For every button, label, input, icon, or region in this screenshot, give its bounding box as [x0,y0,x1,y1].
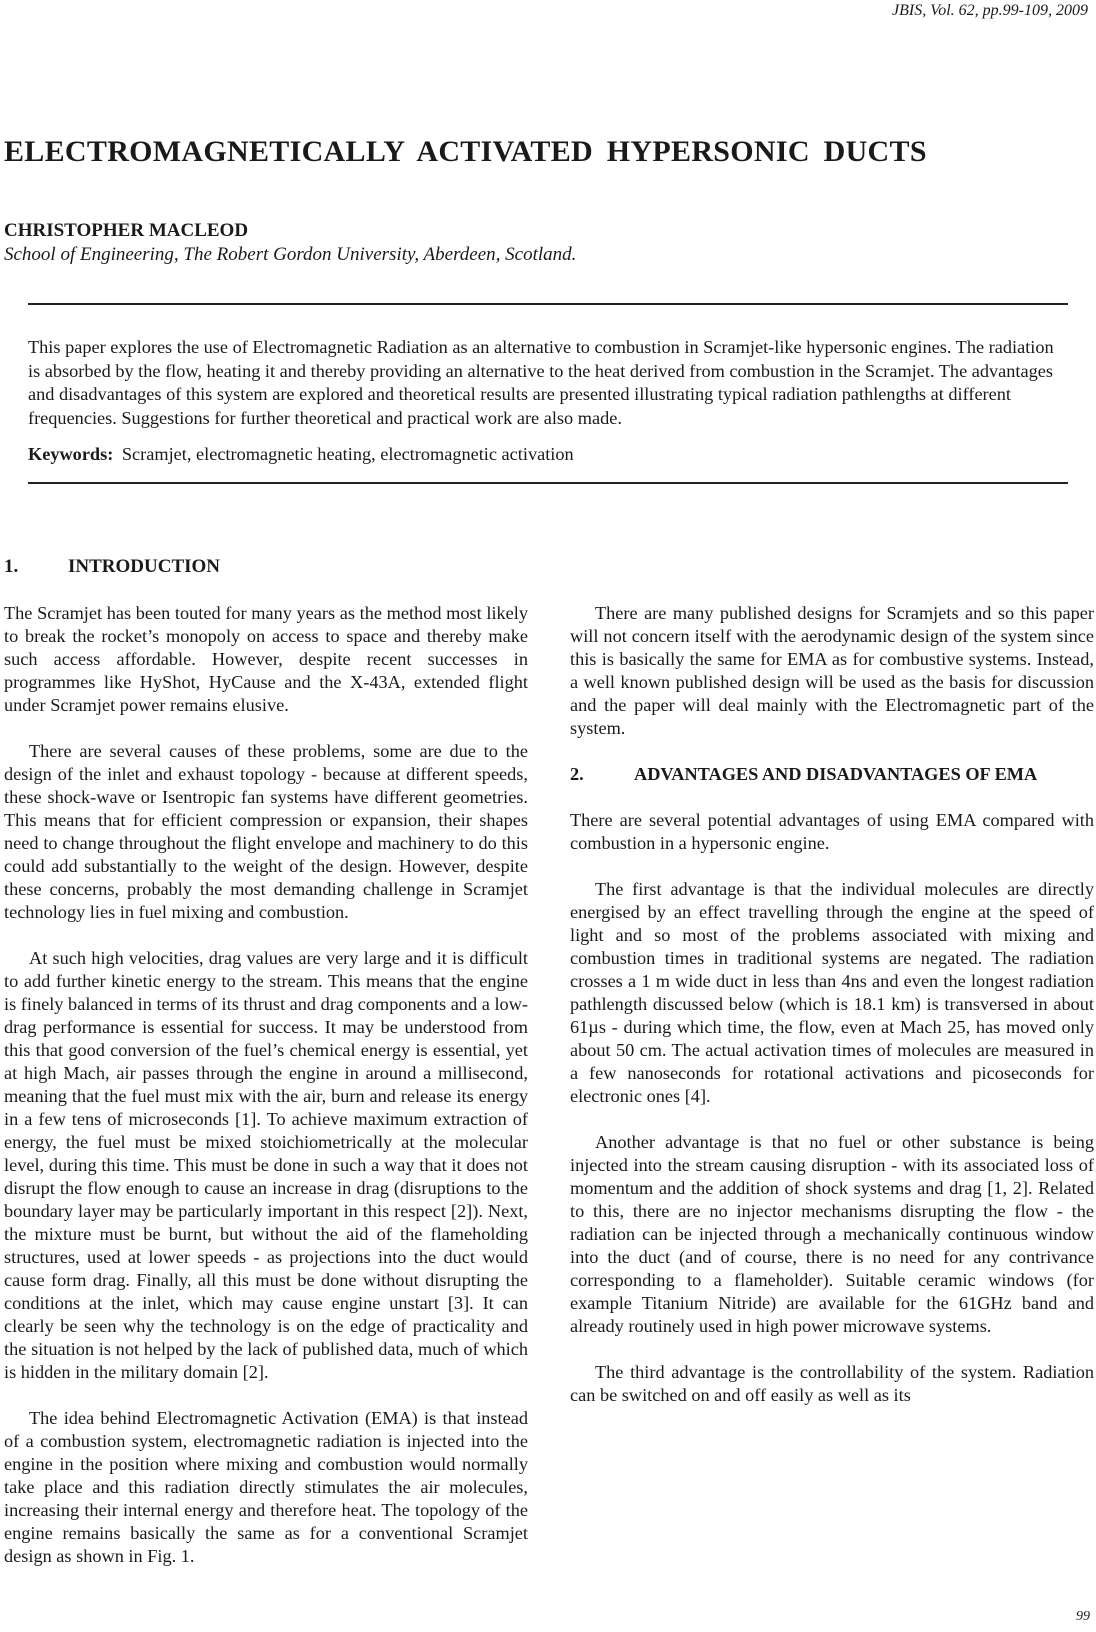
section-title: ADVANTAGES AND DISADVANTAGES OF EMA [634,764,1038,784]
section-number: 1. [4,556,19,577]
author-affiliation: School of Engineering, The Robert Gordon University, Aberdeen, Scotland. [4,244,577,265]
abstract-text: This paper explores the use of Electromagnetic Radiation as an alternative to combustion in Scramjet-like hypersonic engines. The radiation is absorbed by the flow, heating it and thereby providing an alternative to the heat derived from combustion in the Scramjet. The advantages and disadvantages of this system are explored and theoretical results are presented illustrating typical radiation pathlengths at different frequencies. Suggestions for further theoretical and practical work are also made. [28,337,1054,428]
paragraph: At such high velocities, drag values are very large and it is difficult to add further kinetic energy to the stream. This means that the engine is finely balanced in terms of its thrust and drag components and a low-drag performance is essential for success. It may be understood from this that good conversion of the fuel’s chemical energy is essential, yet at high Mach, air passes through the engine in around a millisecond, meaning that the fuel must mix with the air, burn and release its energy in a few tens of microseconds [1]. To achieve maximum extraction of energy, the fuel must be mixed stoichiometrically at the molecular level, during this time. This must be done in such a way that it does not disrupt the flow enough to cause an increase in drag (disruptions to the boundary layer may be particularly important in this respect [2]). Next, the mixture must be burnt, but without the aid of the flameholding structures, used at lower speeds - as projections into the duct would cause form drag. Finally, all this must be done without disrupting the conditions at the inlet, which may cause engine unstart [3]. It can clearly be seen why the technology is on the edge of practicality and the situation is not helped by the lack of published data, much of which is hidden in the military domain [2]. [4,948,528,1382]
paragraph: The third advantage is the controllability of the system. Radiation can be switched on and off easily as well as its [570,1362,1094,1405]
keywords-line [28,444,1068,465]
author-name: CHRISTOPHER MACLEOD [4,220,249,241]
section-number: 2. [570,764,584,784]
abstract-bottom-rule [28,482,1068,484]
page-number: 99 [1076,1609,1090,1624]
paragraph: There are several causes of these problems, some are due to the design of the inlet and exhaust topology - because at different speeds, these shock-wave or Isentropic fan systems have different geometries. This means that for efficient compression or expansion, their shapes need to change throughout the flight envelope and machinery to do this could add substantially to the weight of the design. However, despite these concerns, probably the most demanding challenge in Scramjet technology lies in fuel mixing and combustion. [4,741,528,922]
running-head: JBIS, Vol. 62, pp.99-109, 2009 [892,2,1088,19]
section-heading-introduction [4,556,220,578]
left-column [4,602,528,1591]
paragraph: The Scramjet has been touted for many years as the method most likely to break the rocket’s monopoly on access to space and thereby make such access affordable. However, despite recent successes in programmes like HyShot, HyCause and the X-43A, extended flight under Scramjet power remains elusive. [4,603,528,715]
paragraph: Another advantage is that no fuel or other substance is being injected into the stream causing disruption - with its associated loss of momentum and the addition of shock systems and drag [1, 2]. Related to this, there are no injector mechanisms disrupting the flow - the radiation can be injected through a mechanically continuous window into the duct (and of course, there is no need for any contrivance corresponding to a flameholder). Suitable ceramic windows (for example Titanium Nitride) are available for the 61GHz band and already routinely used in high power microwave systems. [570,1132,1094,1336]
abstract-top-rule [28,303,1068,305]
paragraph: There are many published designs for Scramjets and so this paper will not concern itself with the aerodynamic design of the system since this is basically the same for EMA as for combustive systems. Instead, a well known published design will be used as the basis for discussion and the paper will deal mainly with the Electromagnetic part of the system. [570,603,1094,738]
paragraph: There are several potential advantages of using EMA compared with combustion in a hypersonic engine. [570,810,1094,853]
paper-title: ELECTROMAGNETICALLY ACTIVATED HYPERSONIC DUCTS [4,135,927,168]
right-column [570,602,1094,1430]
section-title: INTRODUCTION [68,556,221,577]
paragraph: The idea behind Electromagnetic Activation (EMA) is that instead of a combustion system, electromagnetic radiation is injected into the engine in the position where mixing and combustion would normally take place and this radiation directly stimulates the air molecules, increasing their internal energy and therefore heat. The topology of the engine remains basically the same as for a conventional Scramjet design as shown in Fig. 1. [4,1408,528,1566]
keywords-text: Scramjet, electromagnetic heating, electromagnetic activation [121,444,574,464]
paragraph: The first advantage is that the individual molecules are directly energised by an effect travelling through the engine at the speed of light and so most of the problems associated with mixing and combustion times in traditional systems are negated. The radiation crosses a 1 m wide duct in less than 4ns and even the longest radiation pathlength discussed below (which is 18.1 km) is transversed in about 61µs - during which time, the flow, even at Mach 25, has moved only about 50 cm. The actual activation times of molecules are measured in a few nanoseconds for rotational activations and picoseconds for electronic ones [4]. [570,879,1094,1106]
section-heading-advantages [570,763,1094,786]
keywords-label: Keywords: [28,444,114,464]
